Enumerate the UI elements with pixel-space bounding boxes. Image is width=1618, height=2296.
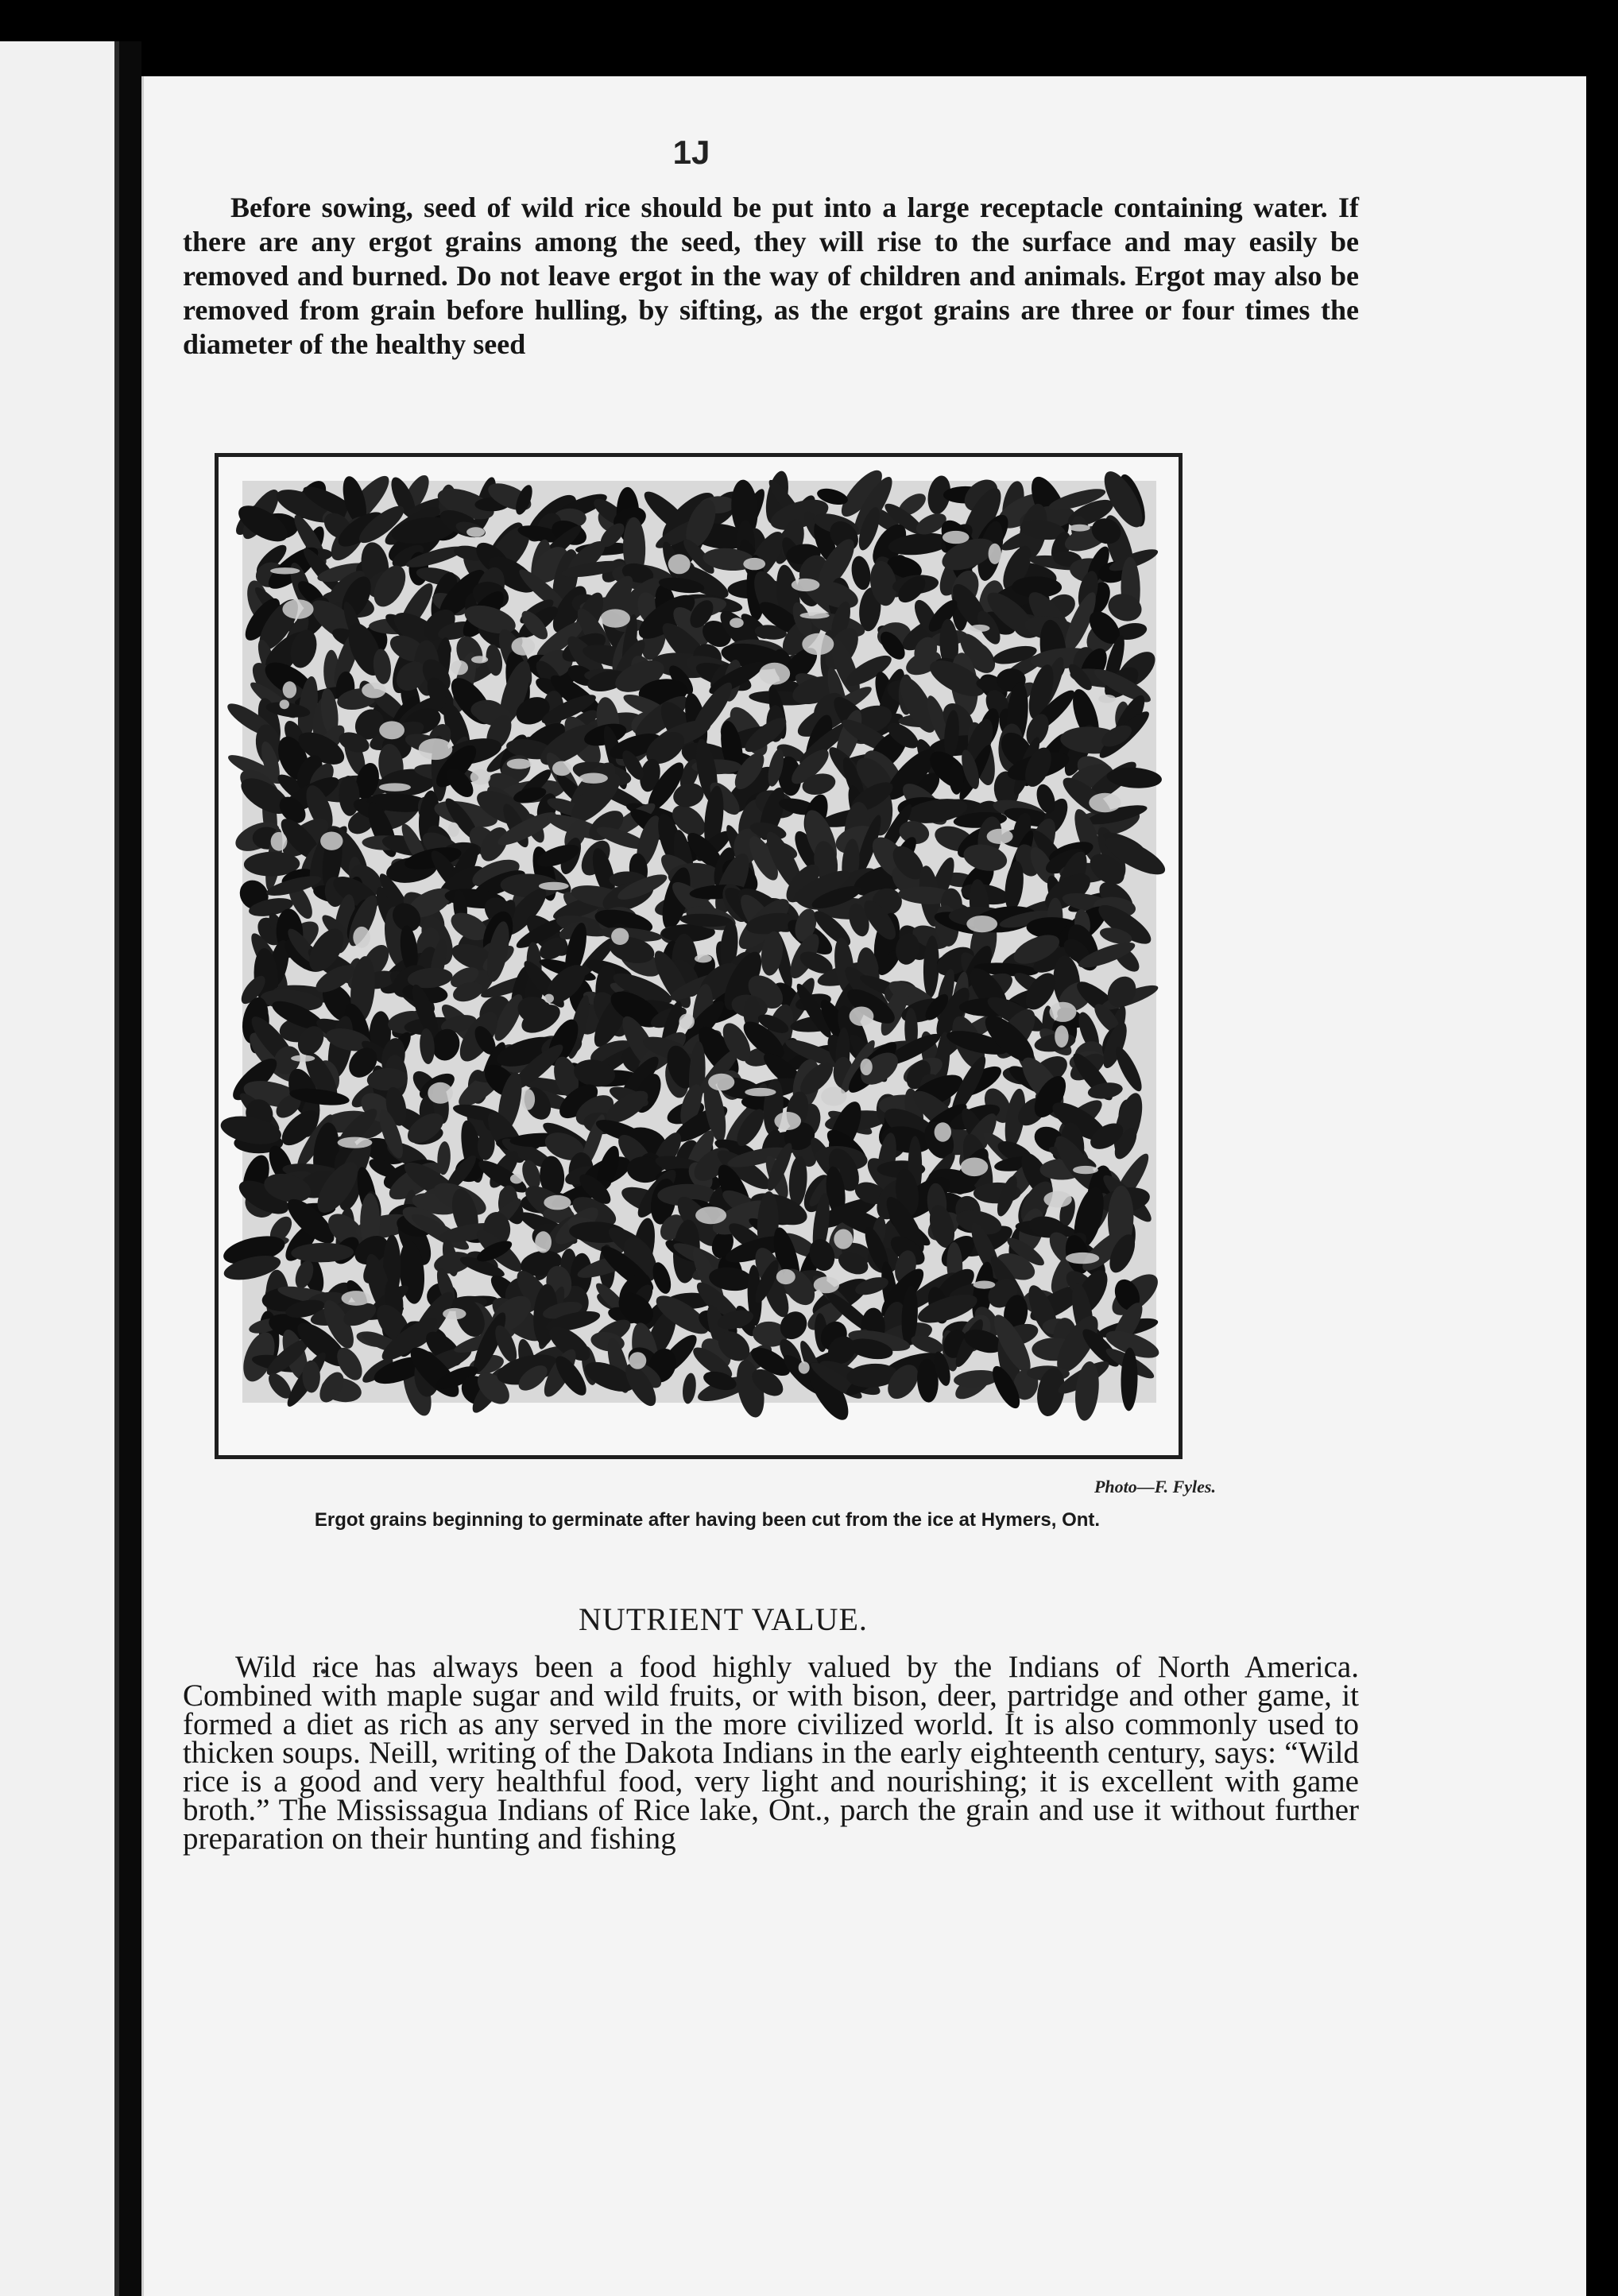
light-patch bbox=[935, 1122, 951, 1141]
light-patch bbox=[470, 769, 491, 784]
light-patch bbox=[539, 882, 569, 890]
light-patch bbox=[600, 609, 630, 627]
adjacent-page-edge bbox=[0, 41, 119, 2296]
light-patch bbox=[834, 1229, 853, 1249]
light-patch bbox=[1043, 1191, 1071, 1208]
light-patch bbox=[611, 928, 629, 945]
light-patch bbox=[695, 1206, 726, 1224]
light-patch bbox=[1089, 793, 1121, 812]
light-patch bbox=[471, 656, 488, 663]
ergot-photograph bbox=[215, 453, 1183, 1459]
light-patch bbox=[1050, 1002, 1077, 1022]
light-patch bbox=[342, 1291, 371, 1306]
light-patch bbox=[379, 721, 404, 739]
light-patch bbox=[291, 1055, 315, 1062]
light-patch bbox=[730, 618, 744, 628]
light-patch bbox=[280, 699, 289, 709]
light-patch bbox=[1055, 1025, 1068, 1047]
light-patch bbox=[544, 1195, 571, 1210]
light-patch bbox=[802, 633, 834, 655]
light-patch bbox=[743, 558, 765, 570]
light-patch bbox=[695, 954, 712, 962]
light-patch bbox=[708, 1074, 734, 1091]
light-patch bbox=[353, 927, 370, 948]
light-patch bbox=[428, 1082, 453, 1104]
light-patch bbox=[799, 1361, 810, 1374]
light-patch bbox=[989, 544, 1001, 564]
light-patch bbox=[850, 1007, 874, 1026]
light-patch bbox=[271, 832, 288, 851]
paragraph-nutrient-value: Wild rice has always been a food highly valued by the Indians of North America. Combined with maple sugar and wild fruits, or with bison, deer, partridge and other game, it formed a diet as rich as any served in the more civilized world. It is also commonly used to thicken soups. Neill, writing of the Dakota Indians in the early eighteenth century, says: “Wild rice is a good and very healthful food, very light and nourishing; it is excellent with game broth.” The Mississagua Indians of Rice lake, Ont., parch the grain and use it without further preparation on their hunting and fishing bbox=[183, 1650, 1359, 1856]
paragraph-sowing-instructions: Before sowing, seed of wild rice should be put into a large receptacle containing water. If there are any ergot grains among the seed, they will rise to the surface and may easily be removed and burned. Do not leave ergot in the way of children and animals. Ergot may also be removed from grain before hulling, by sifting, as the ergot grains are three or four times the diameter of the healthy seed bbox=[183, 192, 1359, 360]
light-patch bbox=[448, 823, 459, 837]
light-patch bbox=[443, 1308, 466, 1319]
light-patch bbox=[466, 527, 485, 536]
light-patch bbox=[987, 829, 1013, 844]
light-patch bbox=[521, 1089, 535, 1110]
light-patch bbox=[1098, 695, 1116, 703]
figure-caption: Ergot grains beginning to germinate after having been cut from the ice at Hymers, Ont. bbox=[314, 1509, 1101, 1531]
light-patch bbox=[1073, 1166, 1098, 1174]
light-patch bbox=[966, 916, 997, 932]
light-patch bbox=[451, 660, 468, 675]
light-patch bbox=[860, 1059, 872, 1075]
light-patch bbox=[759, 663, 790, 685]
light-patch bbox=[774, 1112, 801, 1130]
light-patch bbox=[320, 832, 343, 850]
section-title: NUTRIENT VALUE. bbox=[579, 1601, 868, 1637]
photo-credit: Photo—F. Fyles. bbox=[1094, 1477, 1216, 1496]
light-patch bbox=[792, 579, 820, 591]
light-patch bbox=[283, 681, 296, 698]
light-patch bbox=[961, 1158, 989, 1177]
light-patch bbox=[776, 1269, 795, 1284]
light-patch bbox=[974, 1281, 996, 1289]
light-patch bbox=[507, 759, 532, 769]
light-patch bbox=[535, 1231, 552, 1253]
light-patch bbox=[668, 554, 691, 574]
light-patch bbox=[282, 599, 313, 619]
ergot-grains-image bbox=[219, 457, 1179, 1455]
light-patch bbox=[1066, 1253, 1099, 1264]
light-patch bbox=[745, 1088, 776, 1097]
light-patch bbox=[270, 567, 300, 574]
light-patch bbox=[679, 1014, 695, 1030]
light-patch bbox=[544, 994, 554, 1003]
page-number: 1J bbox=[672, 134, 710, 171]
light-patch bbox=[814, 1276, 839, 1293]
light-patch bbox=[419, 738, 453, 760]
light-patch bbox=[579, 773, 608, 784]
light-patch bbox=[1069, 525, 1090, 532]
light-patch bbox=[379, 783, 411, 791]
light-patch bbox=[338, 1137, 373, 1148]
light-patch bbox=[362, 683, 385, 699]
light-patch bbox=[629, 1352, 647, 1369]
book-gutter bbox=[119, 41, 141, 2296]
light-patch bbox=[821, 1087, 846, 1106]
light-patch bbox=[970, 625, 990, 632]
light-patch bbox=[800, 612, 830, 618]
light-patch bbox=[510, 1174, 523, 1183]
light-patch bbox=[512, 637, 536, 656]
light-patch bbox=[552, 761, 571, 776]
light-patch bbox=[943, 531, 970, 544]
